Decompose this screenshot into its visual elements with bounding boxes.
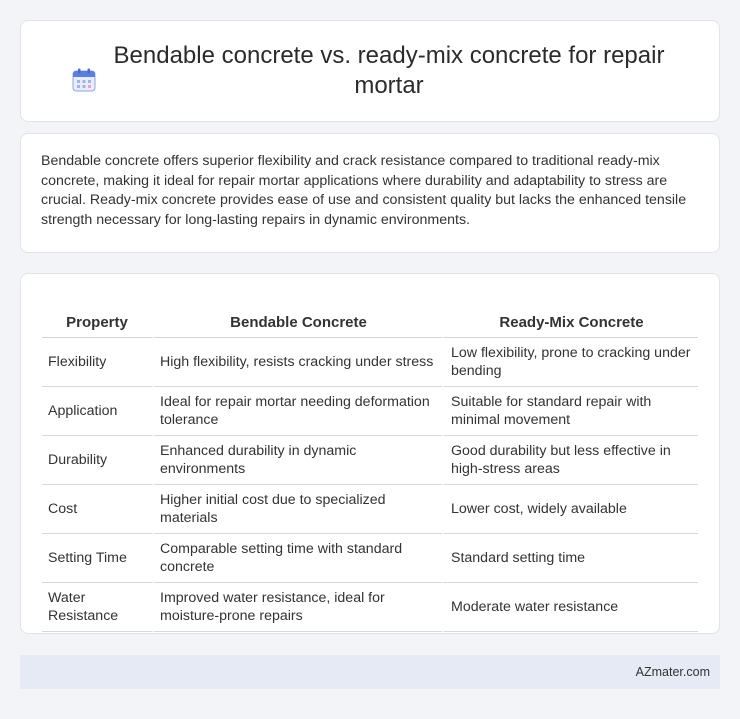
cell-ready-mix: Lower cost, widely available <box>442 485 698 534</box>
summary-card <box>20 133 720 253</box>
cell-bendable: Higher initial cost due to specialized materials <box>152 485 442 534</box>
table-row <box>42 583 698 632</box>
comparison-table <box>42 294 698 632</box>
footer-brand: AZmater.com <box>635 665 710 679</box>
comparison-table-card <box>20 273 720 634</box>
cell-ready-mix: Good durability but less effective in high-stress areas <box>442 436 698 485</box>
cell-ready-mix: Standard setting time <box>442 534 698 583</box>
cell-property: Flexibility <box>42 338 152 387</box>
table-header-row <box>42 294 698 338</box>
page-title: Bendable concrete vs. ready-mix concrete for repair mortar <box>113 42 665 99</box>
title-card <box>20 20 720 122</box>
cell-ready-mix: Moderate water resistance <box>442 583 698 632</box>
table-row <box>42 436 698 485</box>
header-bendable-concrete: Bendable Concrete <box>152 294 442 338</box>
cell-property: Cost <box>42 485 152 534</box>
cell-bendable: Ideal for repair mortar needing deformation tolerance <box>152 387 442 436</box>
cell-ready-mix: Low flexibility, prone to cracking under bending <box>442 338 698 387</box>
calendar-icon <box>71 67 97 93</box>
cell-ready-mix: Suitable for standard repair with minimal movement <box>442 387 698 436</box>
cell-property: Durability <box>42 436 152 485</box>
table-row <box>42 485 698 534</box>
header-property: Property <box>42 294 152 338</box>
title-wrap <box>61 41 679 101</box>
cell-bendable: Comparable setting time with standard concrete <box>152 534 442 583</box>
table-row <box>42 387 698 436</box>
cell-bendable: Enhanced durability in dynamic environments <box>152 436 442 485</box>
summary-text: Bendable concrete offers superior flexibility and crack resistance compared to traditional ready-mix concrete, making it ideal for repair mortar applications where durability and adaptability to stress are crucial. Ready-mix concrete provides ease of use and consistent quality but lacks the enhanced tensile strength necessary for long-lasting repairs in dynamic environments. <box>41 153 687 228</box>
table-row <box>42 534 698 583</box>
header-ready-mix-concrete: Ready-Mix Concrete <box>442 294 698 338</box>
cell-property: Setting Time <box>42 534 152 583</box>
cell-property: Water Resistance <box>42 583 152 632</box>
cell-bendable: High flexibility, resists cracking under stress <box>152 338 442 387</box>
table-row <box>42 338 698 387</box>
cell-bendable: Improved water resistance, ideal for moisture-prone repairs <box>152 583 442 632</box>
cell-property: Application <box>42 387 152 436</box>
footer <box>20 655 720 689</box>
